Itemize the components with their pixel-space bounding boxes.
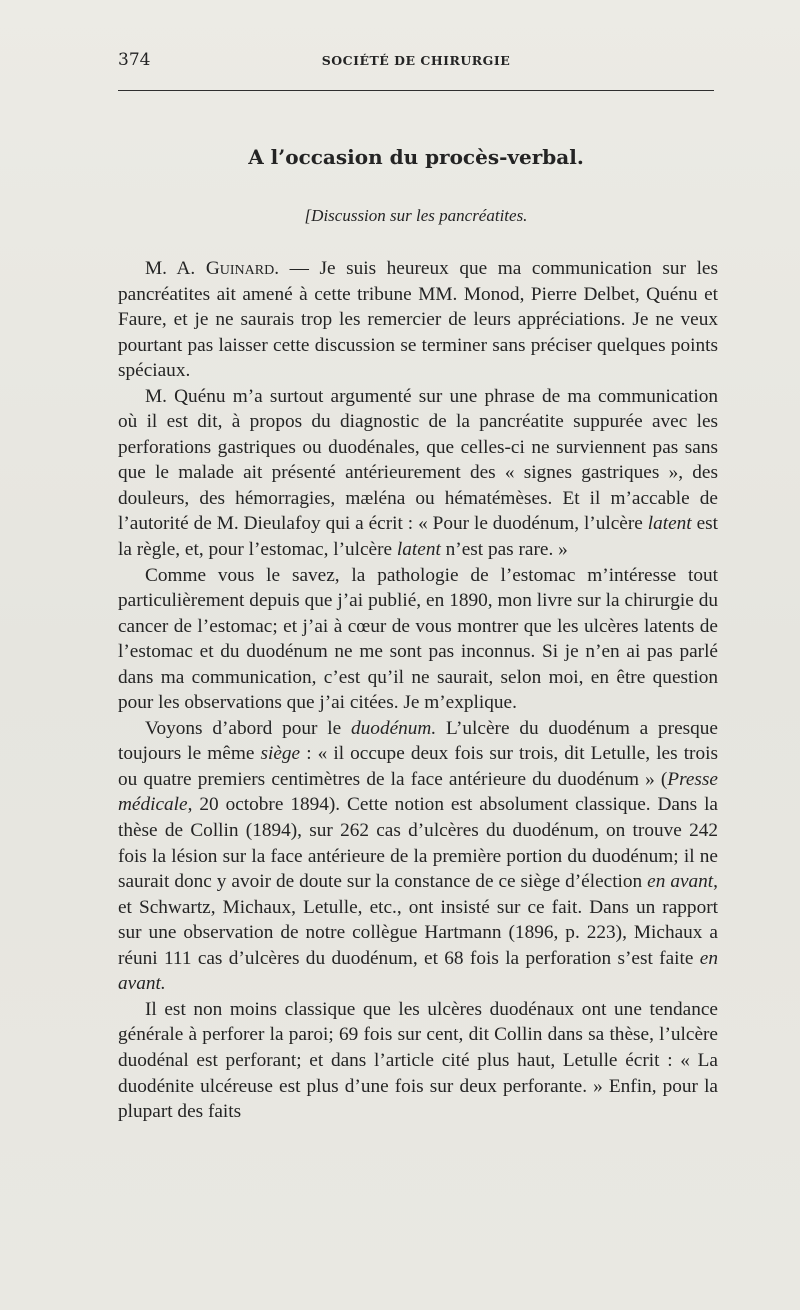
section-subtitle: [Discussion sur les pancréatites. xyxy=(304,206,528,225)
paragraph-4 xyxy=(118,716,718,997)
paragraph-1 xyxy=(118,256,718,384)
header-rule xyxy=(118,90,714,91)
paragraph-4-text-d: , 20 octobre 1894). Cette notion est absolument classique. Dans la thèse de Collin (1894), sur 262 cas d’ulcères du duodénum, on trouve 242 fois la lésion sur la face antérieure de la première portion du duodénum; il ne saurait donc y avoir de doute sur la constance de ce siège d’élection xyxy=(118,794,718,893)
body-text xyxy=(118,256,718,1125)
running-head: SOCIÉTÉ DE CHIRURGIE xyxy=(321,53,511,68)
paragraph-4-italic-2: siège xyxy=(260,743,301,765)
paragraph-4-text-b: L’ulcère du duodénum a presque toujours le même xyxy=(118,717,718,765)
paragraph-2-italic-1: latent xyxy=(647,513,692,535)
paragraph-2-text-c: n’est pas rare. » xyxy=(440,539,568,561)
speaker-name: Guinard xyxy=(205,258,275,279)
paragraph-3: Comme vous le savez, la pathologie de l’estomac m’intéresse tout particulièrement depuis que j’ai publié, en 1890, mon livre sur la chirurgie du cancer de l’estomac; et j’ai à cœur de vous montrer que les ulcères latents de l’estomac et du duodénum ne me sont pas inconnus. Si je n’en ai pas parlé dans ma communication, c’est qu’il ne saurait, selon moi, en être question pour les observations que j’ai citées. Je m’explique. xyxy=(118,564,718,714)
section-title: A l’occasion du procès-verbal. xyxy=(248,145,584,169)
paragraph-4-italic-5: en avant. xyxy=(118,947,718,995)
paragraph-2 xyxy=(118,384,718,563)
paragraph-1-text: . — Je suis heureux que ma communication sur les pancréatites ait amené à cette tribune MM. Monod, Pierre Delbet, Quénu et Faure, et je ne saurais trop les remercier de leurs appréciations. Je ne veux pourtant pas laisser cette discussion se terminer sans préciser quelques points spéciaux. xyxy=(118,258,718,382)
paragraph-4-italic-3: Presse médicale xyxy=(118,768,718,816)
paragraph-2-text-b: est la règle, et, pour l’estomac, l’ulcère xyxy=(118,513,718,561)
paragraph-4-text-a: Voyons d’abord pour le xyxy=(145,717,352,739)
paragraph-4-text-e: , et Schwartz, Michaux, Letulle, etc., ont insisté sur ce fait. Dans un rapport sur une observation de notre collègue Hartmann (1896, p. 223), Michaux a réuni 111 cas d’ulcères du duodénum, et 68 fois la perforation s’est faite xyxy=(118,871,718,969)
speaker-initial: M. A. xyxy=(145,258,206,279)
paragraph-4-italic-1: duodénum. xyxy=(351,717,437,739)
paragraph-4-italic-4: en avant xyxy=(647,871,714,893)
page-number: 374 xyxy=(118,50,151,70)
paragraph-5: Il est non moins classique que les ulcères duodénaux ont une tendance générale à perforer la paroi; 69 fois sur cent, dit Collin dans sa thèse, l’ulcère duodénal est perforant; et dans l’article cité plus haut, Letulle écrit : « La duodénite ulcéreuse est plus d’une fois sur deux perforante. » Enfin, pour la plupart des faits xyxy=(118,998,718,1123)
page-header xyxy=(118,50,714,72)
paragraph-2-text-a: M. Quénu m’a surtout argumenté sur une phrase de ma communication où il est dit, à propos du diagnostic de la pancréatite suppurée avec les perforations gastriques ou duodénales, que celles-ci ne surviennent pas sans que le malade ait présenté antérieurement des « signes gastriques », des douleurs, des hémorragies, mæléna ou hématémèses. Et il m’accable de l’autorité de M. Dieulafoy qui a écrit : « Pour le duodénum, l’ulcère xyxy=(118,385,718,535)
paragraph-4-text-c: : « il occupe deux fois sur trois, dit Letulle, les trois ou quatre premiers centimètres de la face antérieure du duodénum » ( xyxy=(118,743,718,790)
paragraph-2-italic-2: latent xyxy=(396,539,441,561)
